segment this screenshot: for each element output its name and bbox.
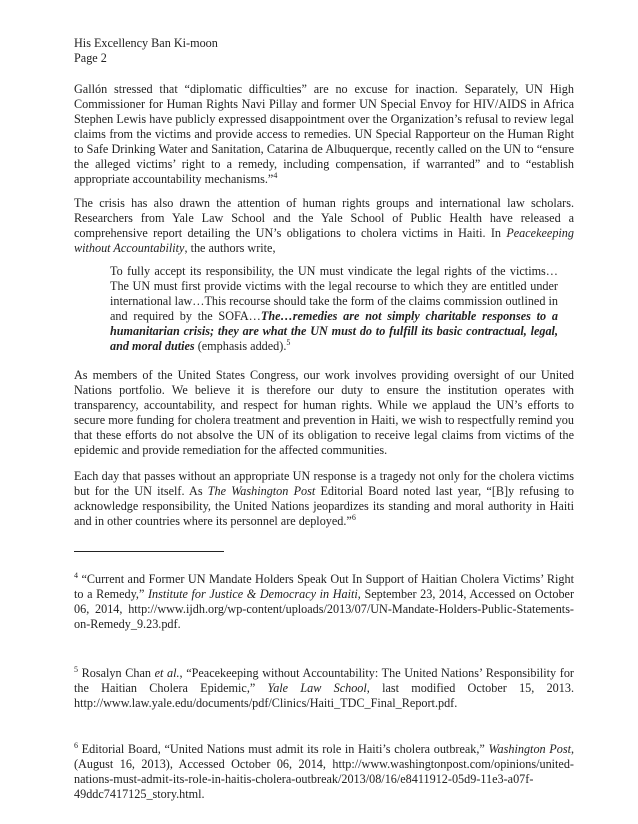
page-number: Page 2 — [74, 51, 107, 65]
paragraph-4 — [74, 469, 574, 529]
footnote-number: 4 — [74, 570, 78, 580]
recipient-line: His Excellency Ban Ki-moon — [74, 36, 218, 50]
footnote-4 — [74, 572, 574, 632]
footnote-source: Institute for Justice & Democracy in Haiti — [147, 587, 358, 601]
footnote-ref-6: 6 — [351, 512, 356, 522]
footnote-source: Washington Post — [488, 742, 571, 756]
footnote-source: Yale Law School — [267, 681, 367, 695]
paragraph-1-text: Gallón stressed that “diplomatic difficulties” are no excuse for inaction. Separately, UN High Commissioner for Human Rights Navi Pillay and former UN Special Envoy for HIV/AIDS in Africa Stephen Lewis have publicly expressed disappointment over the Organization’s refusal to review legal claims from the victims and provide access to remedies. UN Special Rapporteur on the Human Right to Safe Drinking Water and Sanitation, Catarina de Albuquerque, recently called on the UN to “ensure the alleged victims’ right to a remedy, including compensation, if warranted” and to “establish appropriate accountability mechanisms.” — [74, 82, 574, 186]
footnote-number: 5 — [74, 664, 78, 674]
newspaper-title: The Washington Post — [207, 484, 316, 498]
report-title: Peacekeeping without Accountability — [74, 226, 574, 255]
footnote-6 — [74, 742, 574, 802]
paragraph-2-text: The crisis has also drawn the attention of human rights groups and international law scholars. Researchers from Yale Law School and the Yale School of Public Health have released a comprehensive report detailing the UN’s obligations to cholera victims in Haiti. In — [74, 196, 574, 240]
footnote-text: , September 23, 2014, Accessed on October 06, 2014, http://www.ijdh.org/wp-content/uploads/2013/07/UN-Mandate-Holders-Public-Statements-on-Remedy_9.23.pdf. — [74, 587, 575, 631]
paragraph-3 — [74, 368, 574, 458]
paragraph-2 — [74, 196, 574, 256]
paragraph-4-end: Editorial Board noted last year, “[B]y refusing to acknowledge responsibility, the United Nations jeopardizes its standing and moral authority in Haiti and in other countries where its personnel are deployed.” — [74, 484, 574, 528]
footnote-text: “Current and Former UN Mandate Holders Speak Out In Support of Haitian Cholera Victims’ Right to a Remedy,” — [74, 572, 574, 601]
paragraph-1 — [74, 82, 574, 187]
footnote-etal: et al. — [154, 666, 180, 680]
block-quote — [110, 264, 558, 354]
quote-emphasis: The…remedies are not simply charitable responses to a humanitarian crisis; they are what the UN must do to fulfill its basic contractual, legal, and moral duties — [110, 309, 558, 353]
paragraph-4-text: Each day that passes without an appropriate UN response is a tragedy not only for the cholera victims but for the UN itself. As — [74, 469, 574, 498]
footnote-number: 6 — [74, 740, 78, 750]
footnote-text: Editorial Board, “United Nations must admit its role in Haiti’s cholera outbreak,” — [81, 742, 489, 756]
footnote-5 — [74, 666, 574, 711]
footnote-divider — [74, 551, 224, 552]
letter-header — [74, 36, 218, 66]
footnote-text: , (August 16, 2013), Accessed October 06, 2014, http://www.washingtonpost.com/opinions/united-nations-must-admit-its-role-in-haitis-cholera-outbreak/2013/08/16/e8411912-05d9-11e3-a07f-49ddc7417125_story.html. — [74, 742, 575, 801]
footnote-text: , last modified October 15, 2013. http://www.law.yale.edu/documents/pdf/Clinics/Haiti_TDC_Final_Report.pdf. — [74, 681, 574, 710]
quote-end: (emphasis added). — [194, 339, 287, 353]
paragraph-2-end: , the authors write, — [184, 241, 276, 255]
quote-text: To fully accept its responsibility, the UN must vindicate the legal rights of the victims…The UN must first provide victims with the legal recourse to which they are entitled under international law…This recourse should take the form of the claims commission outlined in and required by the SOFA… — [110, 264, 558, 323]
footnote-text: Rosalyn Chan — [81, 666, 155, 680]
paragraph-3-text: As members of the United States Congress, our work involves providing oversight of our United Nations portfolio. We believe it is therefore our duty to ensure the institution operates with transparency, accountability, and respect for human rights. While we applaud the UN’s efforts to secure more funding for cholera treatment and prevention in Haiti, we wish to respectfully remind you that these efforts do not absolve the UN of its obligation to receive legal claims from victims of the epidemic and provide remediation for the affected communities. — [74, 368, 574, 457]
footnote-ref-5: 5 — [286, 337, 291, 347]
footnote-ref-4: 4 — [273, 170, 278, 180]
footnote-text: , “Peacekeeping without Accountability: The United Nations’ Responsibility for the Haitian Cholera Epidemic,” — [74, 666, 574, 695]
